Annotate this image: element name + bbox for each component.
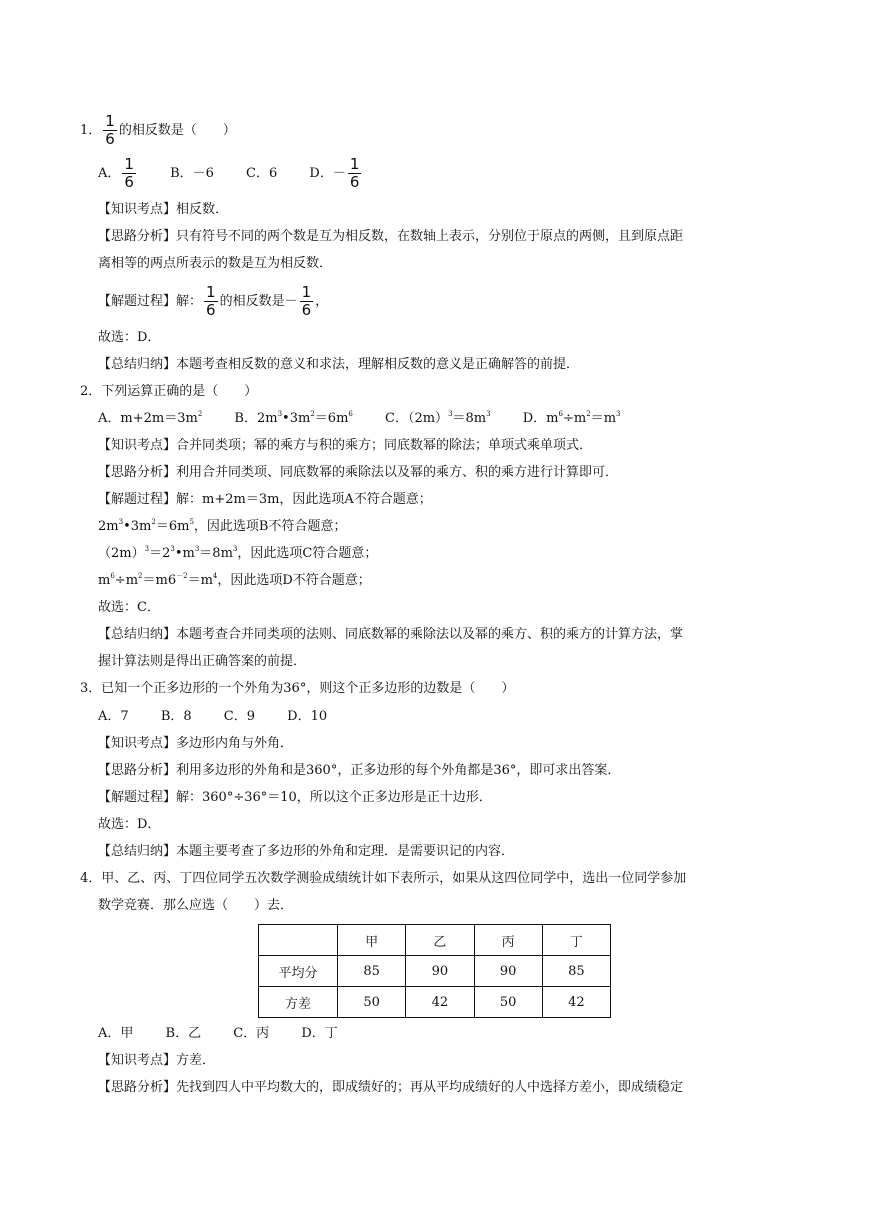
q1-option-d[interactable]: D．－ $\frac{1}{6}$ <box>309 155 360 191</box>
q2-summary-line2: 握计算法则是得出正确答案的前提． <box>98 654 307 669</box>
table-header-cell: 丙 <box>474 925 542 956</box>
q1-analysis-line1: 【思路分析】只有符号不同的两个数是互为相反数，在数轴上表示，分别位于原点的两侧，且到原点距 <box>98 229 684 244</box>
q4-knowledge: 【知识考点】方差． <box>98 1053 216 1068</box>
q1-analysis-line2: 离相等的两点所表示的数是互为相反数． <box>98 256 333 271</box>
row-label: 平均分 <box>259 956 338 987</box>
q1-stem: 1． $\frac{1}{6}$ 的相反数是（ ） <box>80 112 236 148</box>
q4-option-c[interactable]: C．丙 <box>233 1026 270 1041</box>
q3-option-d[interactable]: D．10 <box>287 709 328 724</box>
table-cell: 85 <box>338 956 406 987</box>
q3-choose: 故选：D． <box>98 817 161 832</box>
table-header-row <box>259 925 611 956</box>
table-cell: 85 <box>542 956 610 987</box>
table-cell: 42 <box>406 987 474 1018</box>
table-cell: 90 <box>474 956 542 987</box>
q3-option-b[interactable]: B．8 <box>160 709 192 724</box>
q4-option-b[interactable]: B．乙 <box>165 1026 202 1041</box>
q2-options <box>98 410 648 428</box>
q1-choose: 故选：D． <box>98 330 161 345</box>
q2-knowledge: 【知识考点】合并同类项；幂的乘方与积的乘方；同底数幂的除法；单项式乘单项式． <box>98 438 593 453</box>
q2-choose: 故选：C． <box>98 600 160 615</box>
row-label: 方差 <box>259 987 338 1018</box>
q2-stem: 2．下列运算正确的是（ ） <box>80 384 258 399</box>
q2-summary-line1: 【总结归纳】本题考查合并同类项的法则、同底数幂的乘除法以及幂的乘方、积的乘方的计算方法，掌 <box>98 627 684 642</box>
q1-option-a[interactable]: A． $\frac{1}{6}$ <box>98 155 134 191</box>
q1-knowledge: 【知识考点】相反数． <box>98 202 229 217</box>
q2-option-a[interactable]: A．$m+2m=3m^2$ <box>98 410 203 426</box>
fraction-one-sixth: $\frac{1}{6}$ <box>105 112 115 148</box>
q4-options <box>98 1025 366 1043</box>
q3-analysis: 【思路分析】利用多边形的外角和是360°，正多边形的每个外角都是36°，即可求出答案． <box>98 763 621 778</box>
q3-knowledge: 【知识考点】多边形内角与外角． <box>98 736 294 751</box>
table-cell: 50 <box>338 987 406 1018</box>
q1-option-b[interactable]: B．－6 <box>170 166 214 181</box>
table-row <box>259 956 611 987</box>
q1-option-c[interactable]: C．6 <box>246 166 278 181</box>
q3-option-c[interactable]: C．9 <box>223 709 255 724</box>
q2-solution-line2: $2m^3•3m^2=6m^5$，因此选项B不符合题意； <box>98 518 347 534</box>
table-row <box>259 987 611 1018</box>
table-cell: 90 <box>406 956 474 987</box>
q4-stem-line2: 数学竞赛．那么应选（ ）去． <box>98 898 294 913</box>
q4-option-a[interactable]: A．甲 <box>98 1026 134 1041</box>
q1-solution: 【解题过程】解： $\frac{1}{6}$ 的相反数是－ $\frac{1}{6}$ ， <box>98 283 329 319</box>
q3-options <box>98 708 355 726</box>
table-cell: 50 <box>474 987 542 1018</box>
q4-analysis: 【思路分析】先找到四人中平均数大的，即成绩好的；再从平均成绩好的人中选择方差小，即成绩稳定 <box>98 1080 684 1095</box>
q3-summary: 【总结归纳】本题主要考查了多边形的外角和定理．是需要识记的内容． <box>98 844 515 859</box>
table-cell: 42 <box>542 987 610 1018</box>
q2-solution-line4: $m^6\div m^2=m6^{-2}=m^4$，因此选项D不符合题意； <box>98 572 371 588</box>
q2-option-c[interactable]: C．$(2m)^3=8m^3$ <box>385 410 491 426</box>
table-header-cell: 甲 <box>338 925 406 956</box>
q3-stem: 3．已知一个正多边形的一个外角为36°，则这个正多边形的边数是（ ） <box>80 681 515 696</box>
q2-option-b[interactable]: B．$2m^3•3m^2=6m^6$ <box>234 410 353 426</box>
q2-analysis: 【思路分析】利用合并同类项、同底数幂的乘除法以及幂的乘方、积的乘方进行计算即可． <box>98 465 619 480</box>
q2-option-d[interactable]: D．$m^6\div m^2=m^3$ <box>522 410 621 426</box>
q1-options <box>98 157 391 190</box>
q4-option-d[interactable]: D．丁 <box>301 1026 338 1041</box>
q3-option-a[interactable]: A．7 <box>98 709 129 724</box>
q2-solution-line3: $(2m)^3=2^3•m^3=8m^3$，因此选项C符合题意； <box>98 545 378 561</box>
q3-solution: 【解题过程】解：360°÷36°＝10，所以这个正多边形是正十边形． <box>98 790 492 805</box>
table-header-cell: 丁 <box>542 925 610 956</box>
q2-solution-line1: 【解题过程】解：m+2m＝3m，因此选项A不符合题意； <box>98 492 432 507</box>
q1-summary: 【总结归纳】本题考查相反数的意义和求法，理解相反数的意义是正确解答的前提． <box>98 357 580 372</box>
score-table <box>258 924 611 1018</box>
q4-stem-line1: 4．甲、乙、丙、丁四位同学五次数学测验成绩统计如下表所示，如果从这四位同学中，选出一位同学参加 <box>80 871 687 886</box>
table-cell <box>259 925 338 956</box>
table-header-cell: 乙 <box>406 925 474 956</box>
